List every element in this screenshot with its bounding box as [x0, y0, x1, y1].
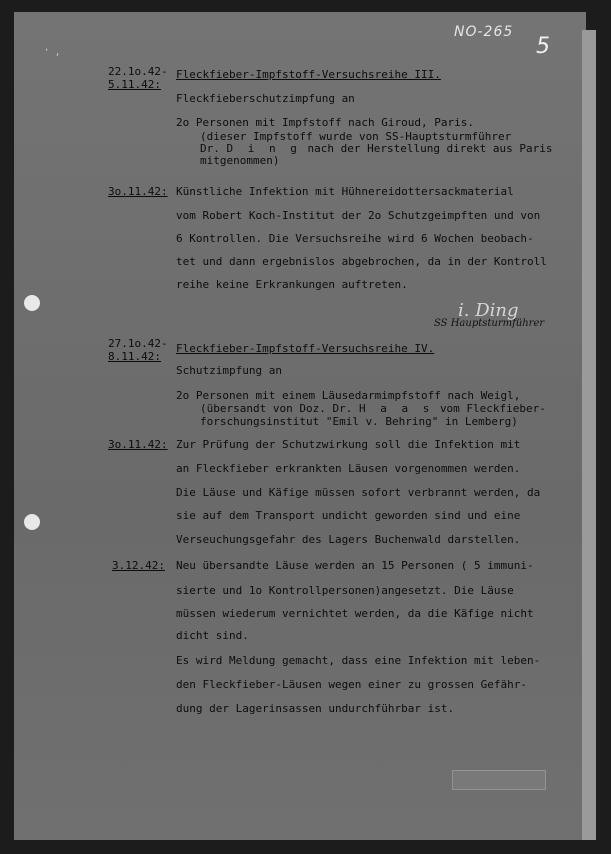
date-range-end: 8.11.42: — [108, 350, 161, 363]
date-range-end: 5.11.42: — [108, 78, 161, 91]
margin-mark: ' , — [44, 48, 61, 58]
punch-hole — [24, 295, 40, 311]
document-page — [14, 12, 586, 840]
text-line: Neu übersandte Läuse werden an 15 Personen ( 5 immuni- — [176, 559, 534, 572]
text-line: Verseuchungsgefahr des Lagers Buchenwald darstellen. — [176, 533, 521, 546]
text-line: an Fleckfieber erkrankten Läusen vorgenommen werden. — [176, 462, 521, 475]
text-line: vom Robert Koch-Institut der 2o Schutzgeimpften und von — [176, 209, 541, 222]
section-title: Fleckfieber-Impfstoff-Versuchsreihe III. — [176, 68, 441, 81]
text-line: forschungsinstitut "Emil v. Behring" in Lemberg) — [200, 415, 518, 428]
text-line: den Fleckfieber-Läusen wegen einer zu grossen Gefähr- — [176, 678, 527, 691]
text-line: Schutzimpfung an — [176, 364, 282, 377]
entry-date: 3o.11.42: — [108, 185, 168, 198]
entry-date: 3o.11.42: — [108, 438, 168, 451]
text-line: dicht sind. — [176, 629, 249, 642]
signature-title: SS Hauptsturmführer — [434, 318, 545, 329]
text-line: dung der Lagerinsassen undurchführbar ist. — [176, 702, 455, 715]
page-number: 5 — [536, 34, 550, 59]
text-line: 6 Kontrollen. Die Versuchsreihe wird 6 Wochen beobach- — [176, 232, 534, 245]
text-line: Fleckfieberschutzimpfung an — [176, 92, 355, 105]
text-line: 2o Personen mit Impfstoff nach Giroud, Paris. — [176, 116, 475, 129]
date-range-start: 22.1o.42- — [108, 65, 168, 78]
text-line: Dr. D i n g nach der Herstellung direkt aus Paris — [200, 142, 553, 155]
text-line: Es wird Meldung gemacht, dass eine Infektion mit leben- — [176, 654, 541, 667]
text-line: sierte und 1o Kontrollpersonen)angesetzt. Die Läuse — [176, 584, 514, 597]
text-line: 2o Personen mit einem Läusedarmimpfstoff nach Weigl, — [176, 389, 521, 402]
date-range-start: 27.1o.42- — [108, 337, 168, 350]
text-line: (übersandt von Doz. Dr. H a a s vom Fleckfieber- — [200, 402, 546, 415]
section-title: Fleckfieber-Impfstoff-Versuchsreihe IV. — [176, 342, 435, 355]
page-edge — [582, 30, 596, 840]
reference-code: NO-265 — [454, 24, 514, 40]
text-line: Die Läuse und Käfige müssen sofort verbrannt werden, da — [176, 486, 541, 499]
archive-stamp — [452, 770, 546, 790]
text-line: reihe keine Erkrankungen auftreten. — [176, 278, 408, 291]
text-line: sie auf dem Transport undicht geworden sind und eine — [176, 509, 521, 522]
punch-hole — [24, 514, 40, 530]
text-line: müssen wiederum vernichtet werden, da die Käfige nicht — [176, 607, 534, 620]
text-line: tet und dann ergebnislos abgebrochen, da in der Kontroll — [176, 255, 547, 268]
signature: i. Ding — [458, 300, 519, 321]
text-line: mitgenommen) — [200, 154, 280, 167]
entry-date: 3.12.42: — [112, 559, 165, 572]
text-line: (dieser Impfstoff wurde von SS-Hauptsturmführer — [200, 130, 512, 143]
text-line: Künstliche Infektion mit Hühnereidottersackmaterial — [176, 185, 514, 198]
text-line: Zur Prüfung der Schutzwirkung soll die Infektion mit — [176, 438, 521, 451]
